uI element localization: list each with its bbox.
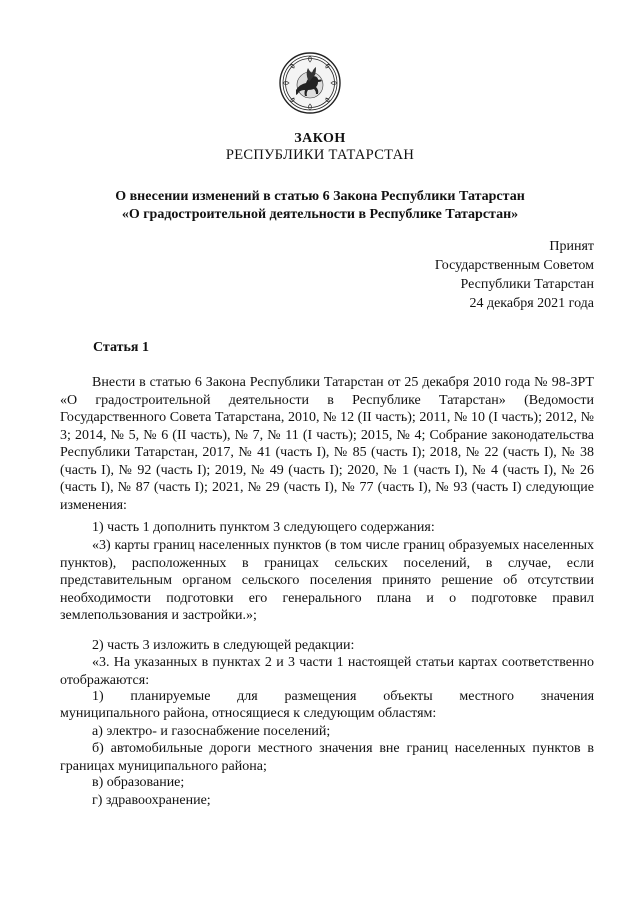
law-subtitle: РЕСПУБЛИКИ ТАТАРСТАН bbox=[225, 147, 415, 163]
item-2-intro: 2) часть 3 изложить в следующей редакции: bbox=[92, 638, 355, 653]
subitem-1-word: 1) bbox=[92, 689, 104, 704]
article-heading: Статья 1 bbox=[93, 340, 149, 355]
item-2-text: «3. На указанных в пунктах 2 и 3 части 1 настоящей статьи картах соответственно отображаются: bbox=[60, 655, 594, 688]
subitem-1-word: планируемые bbox=[130, 689, 211, 704]
item-1-text: «3) карты границ населенных пунктов (в том числе границ образуемых населенных пунктов), расположенных в границах сельских поселений, в случае, если представительным органом сельского поселения принято решение об отсутствии необходимости подготовки его генерального плана и о подготовке правил землепользования и застройки.»; bbox=[60, 538, 594, 623]
subitem-1-word: размещения bbox=[284, 689, 357, 704]
adoption-date: 24 декабря 2021 года bbox=[469, 296, 594, 311]
subitem-a: а) электро- и газоснабжение поселений; bbox=[92, 724, 331, 739]
adoption-line: Государственным Советом bbox=[434, 258, 594, 273]
article-intro-text: Внести в статью 6 Закона Республики Татарстан от 25 декабря 2010 года № 98-ЗРТ «О градостроительной деятельности в Республике Татарстан» (Ведомости Государственного Совета Татарстана, 2010, № 12 (II часть); 2011, № 10 (I часть); 2012, № 3; 2014, № 5, № 6 (II часть), № 7, № 11 (I часть); 2015, № 4; Собрание законодательства Республики Татарстан, 2017, № 41 (часть I), № 85 (часть I); 2018, № 22 (часть I), № 38 (часть I), № 92 (часть I); 2019, № 49 (часть I); 2020, № 1 (часть I), № 4 (часть I), № 26 (часть I), № 87 (часть I); 2021, № 29 (часть I), № 77 (часть I), № 93 (часть I) следующие изменения: bbox=[60, 375, 594, 513]
adoption-block bbox=[435, 237, 594, 313]
adoption-line: Принят bbox=[549, 239, 594, 254]
law-subject-line-2: «О градостроительной деятельности в Республике Татарстан» bbox=[121, 207, 519, 222]
subitem-1-line bbox=[60, 688, 594, 706]
subitem-d: г) здравоохранение; bbox=[92, 793, 211, 808]
subitem-1-word: значения bbox=[540, 689, 595, 704]
tatarstan-emblem-icon bbox=[279, 52, 341, 114]
subitem-1-word: для bbox=[237, 689, 258, 704]
item-1-paragraph bbox=[60, 537, 594, 625]
subitem-b-paragraph bbox=[60, 740, 594, 775]
subitem-1-word: объекты bbox=[383, 689, 433, 704]
law-subject-line-1: О внесении изменений в статью 6 Закона Республики Татарстан bbox=[115, 189, 525, 204]
article-intro-paragraph bbox=[60, 374, 594, 514]
law-title: ЗАКОН bbox=[294, 131, 346, 146]
item-1-intro: 1) часть 1 дополнить пунктом 3 следующего содержания: bbox=[92, 520, 435, 535]
item-2-paragraph bbox=[60, 654, 594, 689]
subitem-1-word: местного bbox=[459, 689, 514, 704]
adoption-line: Республики Татарстан bbox=[460, 277, 594, 292]
subitem-c: в) образование; bbox=[92, 775, 185, 790]
subitem-1-continuation: муниципального района, относящиеся к следующим областям: bbox=[60, 706, 437, 721]
subitem-b: б) автомобильные дороги местного значения вне границ населенных пунктов в границах муниципального района; bbox=[60, 741, 594, 774]
